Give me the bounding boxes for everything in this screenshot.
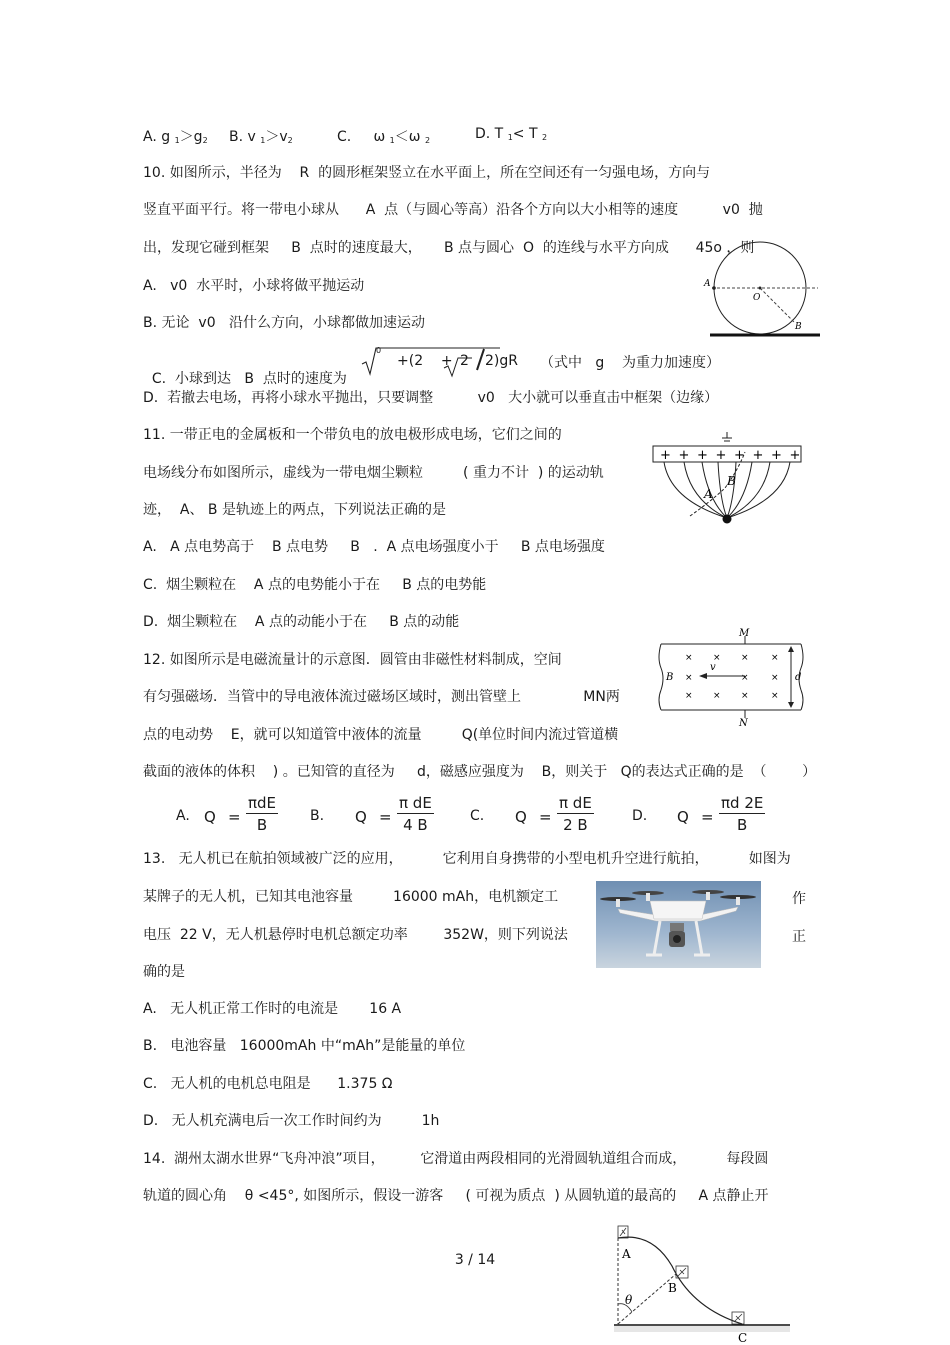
q12-flowmeter-figure — [655, 628, 810, 726]
q12-fig-label-n: N — [739, 718, 748, 726]
fraction-denominator: B — [737, 816, 748, 834]
q10-option-c-suffix: （式中 g 为重力加速度） — [540, 355, 721, 371]
q12-stem-line2: 有匀强磁场．当管中的导电液体流过磁场区域时，测出管壁上 MN两 — [143, 689, 620, 705]
q14-fig-label-a: A — [622, 1247, 631, 1261]
plus-charge-icon: + — [660, 448, 671, 463]
q12-stem-line4: 截面的液体的体积 ) 。已知管的直径为 d，磁感应强度为 B，则关于 Q的表达式正确的是 （ ） — [143, 764, 817, 780]
q10-option-d: D. 若撤去电场，再将小球水平抛出，只要调整 v0 大小就可以垂直击中框架（边缘） — [143, 390, 719, 406]
drone-photo — [596, 881, 761, 968]
fraction-denominator: B — [256, 816, 268, 834]
page-number: 3 / 14 — [454, 1252, 496, 1268]
q10-formula-sub0: 0 — [376, 346, 382, 355]
fraction-numerator: πd 2E — [721, 794, 764, 812]
plus-charge-icon: + — [715, 448, 727, 463]
plus-charge-icon: + — [697, 448, 708, 463]
q12-option-fraction — [557, 793, 594, 836]
q13-option-a: A. 无人机正常工作时的电流是 16 A — [143, 1001, 402, 1017]
q12-option-label: B. — [310, 808, 325, 824]
q12-fig-label-d: d — [795, 672, 802, 683]
q14-stem-line2: 轨道的圆心角 θ <45°, 如图所示，假设一游客 ( 可视为质点 ) 从圆轨道的最高的 A 点静止开 — [143, 1188, 769, 1204]
q12-option-eq: = — [379, 808, 392, 826]
plus-charge-icon: + — [789, 448, 801, 463]
q12-fig-label-v: v — [710, 662, 716, 673]
q13-stem-line3: 电压 22 V，无人机悬停时电机总额定功率 352W，则下列说法 — [143, 927, 568, 943]
q10-fig-label-b: B — [795, 322, 802, 332]
magnetic-field-cross-icon: × — [685, 673, 693, 683]
q10-stem-line3: 出，发现它碰到框架 B 点时的速度最大， B 点与圆心 O 的连线与水平方向成 45o ，则 — [143, 240, 755, 256]
fraction-numerator: π dE — [559, 794, 592, 812]
q11-option-d: D. 烟尘颗粒在 A 点的动能小于在 B 点的动能 — [143, 614, 460, 630]
q9-option-a: A. g $_1>g_2$ — [143, 129, 208, 145]
q12-option-label: D. — [632, 808, 648, 824]
magnetic-field-cross-icon: × — [771, 653, 779, 663]
q13-stem-line4: 确的是 — [143, 964, 185, 980]
q10-stem-line2: 竖直平面平行。将一带电小球从 A 点（与圆心等高）沿各个方向以大小相等的速度 v0 抛 — [143, 202, 763, 218]
plus-charge-icon: + — [734, 448, 745, 463]
magnetic-field-cross-icon: × — [713, 653, 721, 663]
q10-option-c-prefix: C. 小球到达 B 点时的速度为 — [151, 371, 347, 387]
q11-field-figure — [650, 430, 805, 530]
q11-stem-line3: 迹， A、 B 是轨迹上的两点，下列说法正确的是 — [143, 502, 446, 518]
q12-option-q: Q — [677, 808, 689, 826]
q14-fig-label-b: B — [668, 1281, 677, 1295]
q13-option-d: D. 无人机充满电后一次工作时间约为 1h — [143, 1113, 440, 1129]
q10-circle-figure — [700, 240, 825, 340]
q12-option-fraction — [246, 793, 278, 836]
q14-fig-label-c: C — [738, 1331, 748, 1344]
q11-stem-line1: 11. 一带正电的金属板和一个带负电的放电极形成电场，它们之间的 — [143, 427, 562, 443]
q12-option-fraction — [397, 793, 434, 836]
fraction-numerator: πdE — [248, 794, 277, 812]
q11-option-c: C. 烟尘颗粒在 A 点的电势能小于在 B 点的电势能 — [143, 577, 487, 593]
magnetic-field-cross-icon: × — [771, 691, 779, 701]
q13-stem-line1: 13. 无人机已在航拍领域被广泛的应用， 它利用自身携带的小型电机升空进行航拍， 如图为 — [143, 851, 791, 867]
q12-option-q: Q — [355, 808, 367, 826]
q14-fig-label-theta: θ — [625, 1293, 633, 1307]
q12-option-label: C. — [470, 808, 485, 824]
q10-option-c — [143, 352, 347, 388]
q9-option-c: C. ω $_1$＜ω $_2$ — [337, 129, 431, 145]
q12-fig-label-m: M — [739, 628, 750, 639]
q11-stem-line2: 电场线分布如图所示，虚线为一带电烟尘颗粒 ( 重力不计 ) 的运动轨 — [143, 465, 604, 481]
magnetic-field-cross-icon: × — [741, 653, 749, 663]
q12-option-eq: = — [701, 808, 714, 826]
magnetic-field-cross-icon: × — [741, 673, 749, 683]
q11-fig-label-a: A — [704, 487, 713, 501]
magnetic-field-cross-icon: × — [713, 691, 721, 701]
plus-charge-icon: + — [771, 448, 782, 463]
q13-stem-line2-right: 作 — [792, 891, 806, 907]
q10-formula-part1: +(2 + — [397, 353, 453, 369]
q9-option-d: D. T $_1$< T $_2$ — [475, 126, 548, 142]
fraction-denominator: 2 B — [563, 816, 588, 834]
fraction-denominator: 4 B — [403, 816, 428, 834]
q11-fig-label-b: B — [727, 474, 736, 488]
q10-option-a: A. v0 水平时，小球将做平抛运动 — [143, 278, 365, 294]
q10-option-b: B. 无论 v0 沿什么方向，小球都做加速运动 — [143, 315, 425, 331]
q12-stem-line1: 12. 如图所示是电磁流量计的示意图．圆管由非磁性材料制成，空间 — [143, 652, 562, 668]
q12-option-eq: = — [539, 808, 552, 826]
magnetic-field-cross-icon: × — [685, 691, 693, 701]
q14-slide-figure — [612, 1218, 794, 1344]
q12-option-q: Q — [204, 808, 216, 826]
q13-option-c: C. 无人机的电机总电阻是 1.375 Ω — [143, 1076, 393, 1092]
q13-option-b: B. 电池容量 16000mAh 中“mAh”是能量的单位 — [143, 1038, 466, 1054]
fraction-numerator: π dE — [399, 794, 432, 812]
q10-formula-part2: 2)gR — [485, 353, 518, 369]
magnetic-field-cross-icon: × — [771, 673, 779, 683]
q10-fig-label-o: O — [753, 293, 761, 303]
q13-stem-line2: 某牌子的无人机，已知其电池容量 16000 mAh，电机额定工 — [143, 889, 559, 905]
plus-charge-icon: + — [678, 448, 690, 463]
magnetic-field-cross-icon: × — [741, 691, 749, 701]
q12-option-q: Q — [515, 808, 527, 826]
q10-stem-line1: 10. 如图所示，半径为 R 的圆形框架竖立在水平面上，所在空间还有一匀强电场，方向与 — [143, 165, 711, 181]
plus-charge-icon: + — [752, 448, 764, 463]
q12-fig-label-b: B — [666, 672, 674, 683]
q12-stem-line3: 点的电动势 E，就可以知道管中液体的流量 Q(单位时间内流过管道横 — [143, 727, 619, 743]
q11-option-a-b: A. A 点电势高于 B 点电势 B . A 点电场强度小于 B 点电场强度 — [143, 539, 605, 555]
q10-fig-label-a: A — [704, 279, 711, 289]
q14-stem-line1: 14. 湖州太湖水世界“飞舟冲浪”项目， 它滑道由两段相同的光滑圆轨道组合而成， 每段圆 — [143, 1151, 769, 1167]
q12-option-label: A. — [176, 808, 190, 824]
magnetic-field-cross-icon: × — [685, 653, 693, 663]
q9-option-b: B. v $_1>v_2$ — [229, 129, 293, 145]
q12-option-eq: = — [228, 808, 241, 826]
q10-formula-inner: 2 — [460, 353, 469, 369]
q12-option-fraction — [719, 793, 765, 836]
q13-stem-line3-right: 正 — [792, 929, 806, 945]
